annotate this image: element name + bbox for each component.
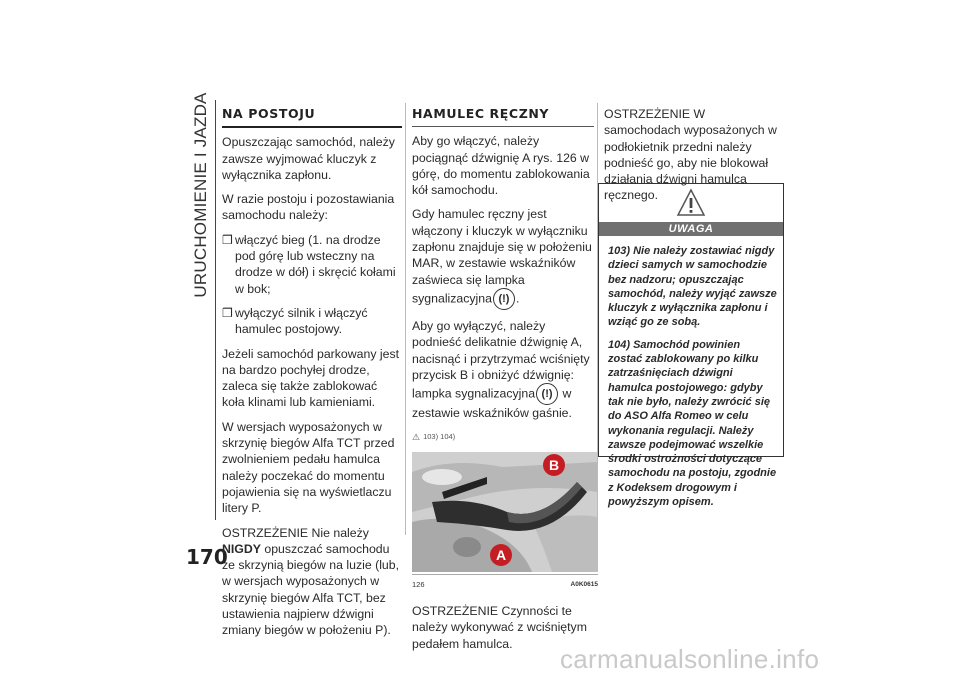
paragraph: Opuszczając samochód, należy zawsze wyjmować kluczyk z wyłącznika zapłonu. [222,135,395,182]
callout-label: B [548,456,560,473]
figure-caption [412,574,598,593]
warning-references [412,429,594,445]
text: Aby go wyłączyć, należy podnieść delikatnie dźwignię A, nacisnąć i przytrzymać wciśnięty przycisk B i obniżyć dźwignię: lampka sygnalizacyjna [412,318,590,401]
warning-rest: opuszczać samochodu ze skrzynią biegów na luzie (lub, w wersjach wyposażonych w skrzynię biegów Alfa TCT, bez ustawienia najpierw dźwigni zmiany biegów w położeniu P). [222,541,400,638]
list-item-text: wyłączyć silnik i włączyć hamulec postojowy. [235,305,368,337]
paragraph-warning [222,525,402,639]
checkbox-bullet-icon: ❒ [222,305,233,320]
warning-ref-text: 103) 104) [423,432,456,442]
text: . [515,291,520,306]
callout-b [543,454,565,476]
side-divider [215,100,216,520]
callout-label: A [495,546,507,563]
warning-emphasis: NIGDY [222,541,261,556]
watermark: carmanualsonline.info [560,644,820,674]
heading-rule [412,126,594,127]
paragraph: Aby go włączyć, należy pociągnąć dźwignię A rys. 126 w górę, do momentu zablokowania kół samochodu. [412,134,590,198]
paragraph [412,318,594,421]
section-title-vertical [186,92,216,298]
brake-warning-light-icon: (!) [536,383,558,405]
warning-item [608,244,777,330]
warning-lead: OSTRZEŻENIE Nie należy [222,525,369,540]
callout-a [490,544,512,566]
warning-triangle-icon [599,188,783,218]
warning-number: 104) [608,338,631,351]
list-item-text: włączyć bieg (1. na drodze pod górę lub wsteczny na drodze w dół) i skręcić kołami w bok; [235,232,396,296]
column-handbrake [412,106,598,660]
heading-rule [222,126,402,128]
column-divider [405,103,406,535]
warning-triangle-icon: ⚠ [412,432,421,443]
paragraph: W wersjach wyposażonych w skrzynię biegów Alfa TCT przed zwolnieniem pedału hamulca należy poczekać do momentu pojawienia się na wyświetlaczu litery P. [222,419,395,516]
paragraph: Jeżeli samochód parkowany jest na bardzo pochyłej drodze, zaleca się także zablokować koła klinami lub kamieniami. [222,346,400,410]
page-number: 170 [186,545,228,569]
section-title-text: URUCHOMIENIE I JAZDA [191,92,210,298]
warning-text: Samochód powinien zostać zablokowany po kilku zatrzaśnięciach dźwigni hamulca postojowego: gdyby tak nie było, należy zwrócić się do ASO Alfa Romeo w celu wykonania regulacji. Należy zawsze podejmować wszelkie środki ostrożności dotyczące samochodu na postoju, zgodnie z Kodeksem drogowym i powyższym opisem. [608,338,777,509]
list-item [222,232,402,297]
heading-handbrake: HAMULEC RĘCZNY [412,106,550,121]
text: w zestawie wskaźników gaśnie. [412,386,572,421]
column-parking [222,106,402,647]
paragraph: OSTRZEŻENIE Czynności te należy wykonywać z wciśniętym pedałem hamulca. [412,604,587,651]
text: Gdy hamulec ręczny jest włączony i kluczyk w wyłączniku zapłonu znajduje się w położeniu MAR, w zestawie wskaźników zaświeca się lampka sygnalizacyjna [412,207,592,306]
warning-box [598,183,784,509]
paragraph: W razie postoju i pozostawiania samochodu należy: [222,192,395,223]
paragraph: OSTRZEŻENIE W samochodach wyposażonych w podłokietnik przedni należy podnieść go, aby nie blokował działania dźwigni hamulca ręcznego. [604,107,777,203]
warning-text: Nie należy zostawiać nigdy dzieci samych w samochodzie bez nadzoru; opuszczając samochód, należy wyjąć zawsze kluczyk z wyłącznika zapłonu i wziąć go ze sobą. [608,245,777,329]
paragraph [412,206,594,309]
list-item [222,305,402,338]
brake-warning-light-icon: (!) [493,288,515,310]
heading-parking: NA POSTOJU [222,106,316,121]
warning-item [608,338,777,510]
warning-number: 103) [608,245,631,257]
checkbox-bullet-icon: ❒ [222,232,233,247]
warning-title: UWAGA [599,222,783,236]
figure-number: 126 [412,579,425,589]
handbrake-figure [412,452,598,572]
figure-code: A0K0615 [570,580,598,588]
